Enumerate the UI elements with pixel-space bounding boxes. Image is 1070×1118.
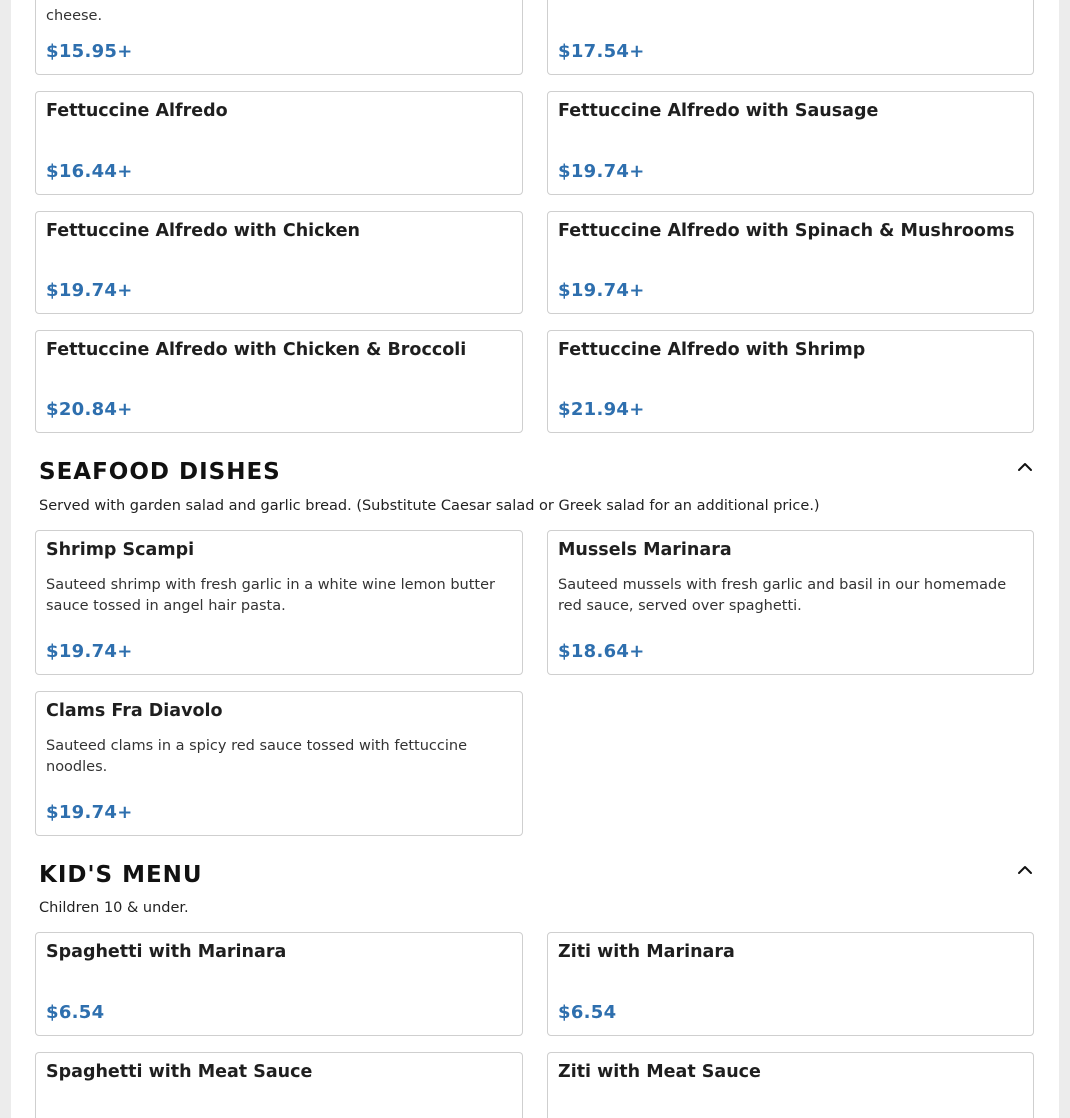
menu-item-price: $6.54 <box>46 1002 105 1023</box>
menu-item-name: Spaghetti with Meat Sauce <box>46 1062 313 1082</box>
menu-item-name: Fettuccine Alfredo with Chicken & Broccoli <box>46 340 467 360</box>
menu-item-card[interactable] <box>547 91 1034 195</box>
menu-item-description: Sauteed clams in a spicy red sauce tossed with fettuccine noodles. <box>46 738 468 775</box>
menu-item-price: $20.84+ <box>46 399 133 420</box>
menu-item-name: Shrimp Scampi <box>46 540 195 560</box>
menu-item-description: Sauteed mussels with fresh garlic and basil in our homemade red sauce, served over spaghetti. <box>558 577 1007 614</box>
menu-item-card[interactable] <box>35 1052 523 1118</box>
section-note-kids: Children 10 & under. <box>39 900 189 916</box>
menu-item-price: $16.44+ <box>46 161 133 182</box>
menu-item-price: $18.64+ <box>558 641 645 662</box>
menu-item-price: $17.54+ <box>558 41 645 62</box>
menu-item-name: Mussels Marinara <box>558 540 732 560</box>
menu-item-price: $19.74+ <box>46 280 133 301</box>
chevron-up-icon[interactable] <box>1016 458 1034 476</box>
menu-item-name: Fettuccine Alfredo with Chicken <box>46 221 361 241</box>
menu-item-name: Fettuccine Alfredo with Shrimp <box>558 340 866 360</box>
menu-item-card[interactable] <box>35 530 523 675</box>
menu-item-card[interactable] <box>35 932 523 1036</box>
menu-item-price: $19.74+ <box>558 161 645 182</box>
menu-item-price: $19.74+ <box>46 641 133 662</box>
menu-item-card[interactable] <box>547 330 1034 433</box>
menu-item-price: $19.74+ <box>46 802 133 823</box>
section-title-seafood: SEAFOOD DISHES <box>39 459 281 485</box>
section-title-kids: KID'S MENU <box>39 862 203 888</box>
menu-item-card[interactable] <box>35 691 523 836</box>
menu-item-name: Ziti with Meat Sauce <box>558 1062 761 1082</box>
menu-item-name: Clams Fra Diavolo <box>46 701 223 721</box>
menu-item-card[interactable] <box>35 91 523 195</box>
menu-item-card[interactable] <box>35 0 523 75</box>
menu-item-price: $6.54 <box>558 1002 617 1023</box>
menu-item-card[interactable] <box>35 211 523 314</box>
menu-item-card[interactable] <box>547 211 1034 314</box>
menu-item-card[interactable] <box>547 932 1034 1036</box>
menu-item-card[interactable] <box>35 330 523 433</box>
menu-item-card[interactable] <box>547 1052 1034 1118</box>
menu-item-name: Fettuccine Alfredo <box>46 101 228 121</box>
menu-item-description: cheese. <box>46 8 103 24</box>
menu-item-name: Fettuccine Alfredo with Spinach & Mushrooms <box>558 221 1015 241</box>
menu-item-card[interactable] <box>547 0 1034 75</box>
menu-item-name: Ziti with Marinara <box>558 942 735 962</box>
chevron-up-icon[interactable] <box>1016 861 1034 879</box>
menu-item-price: $21.94+ <box>558 399 645 420</box>
section-note-seafood: Served with garden salad and garlic bread. (Substitute Caesar salad or Greek salad for an additional price.) <box>39 498 820 514</box>
menu-item-price: $15.95+ <box>46 41 133 62</box>
menu-item-price: $19.74+ <box>558 280 645 301</box>
menu-item-card[interactable] <box>547 530 1034 675</box>
menu-item-name: Spaghetti with Marinara <box>46 942 287 962</box>
menu-item-description: Sauteed shrimp with fresh garlic in a white wine lemon butter sauce tossed in angel hair pasta. <box>46 577 495 614</box>
menu-item-name: Fettuccine Alfredo with Sausage <box>558 101 879 121</box>
